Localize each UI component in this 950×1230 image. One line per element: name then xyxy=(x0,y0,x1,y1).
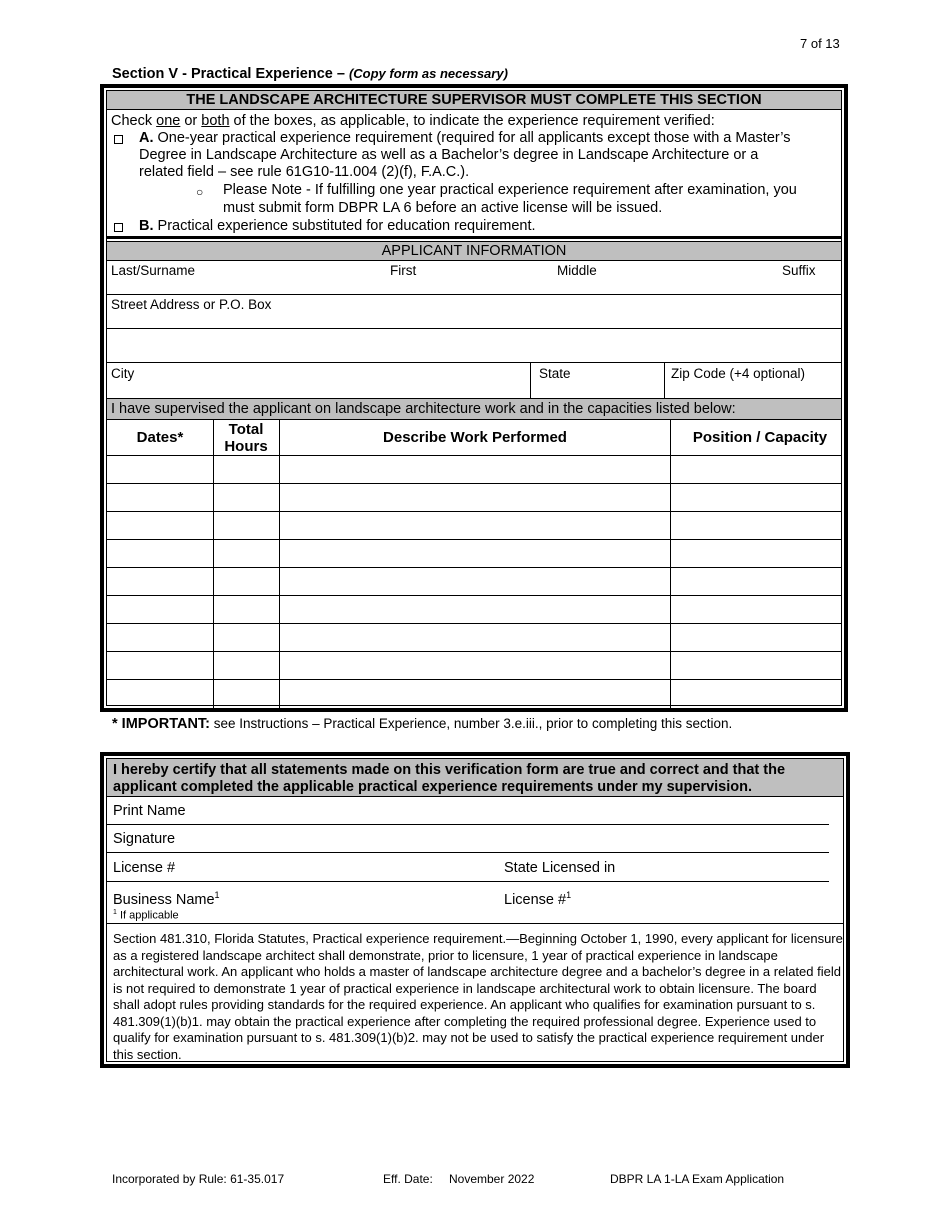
footnote-mark: 1 xyxy=(113,909,117,916)
col-line xyxy=(279,419,280,709)
option-a-text: One-year practical experience requirement (required for all applicants except those with a Master’s xyxy=(153,130,791,146)
certification-line1: I hereby certify that all statements made on this verification form are true and correct and that the xyxy=(113,762,786,778)
row-line xyxy=(107,362,841,363)
divider xyxy=(107,236,841,239)
note-line2: must submit form DBPR LA 6 before an active license will be issued. xyxy=(223,200,663,216)
col-hours-header-2: Hours xyxy=(224,438,268,455)
important-label: * IMPORTANT: xyxy=(112,716,211,732)
signature-label: Signature xyxy=(113,831,176,847)
check-post: of the boxes, as applicable, to indicate the experience requirement verified: xyxy=(229,113,715,129)
footer-rule: Incorporated by Rule: 61-35.017 xyxy=(112,1172,285,1186)
option-a-line2: Degree in Landscape Architecture as well as a Bachelor’s degree in Landscape Architecture or a xyxy=(139,147,759,163)
print-name-label: Print Name xyxy=(113,803,186,819)
license-number-label: License # xyxy=(113,860,176,876)
section-title-text: Section V - Practical Experience – xyxy=(112,66,349,82)
license-line[interactable] xyxy=(107,881,829,882)
first-name-label: First xyxy=(390,263,417,278)
check-one: one xyxy=(156,113,181,129)
option-a-label: A. xyxy=(139,130,154,146)
col-position-header: Position / Capacity xyxy=(692,429,828,446)
col-line xyxy=(530,362,531,398)
footnote-text: If applicable xyxy=(116,909,179,922)
applicant-info-header: APPLICANT INFORMATION xyxy=(107,241,841,261)
option-a-checkbox[interactable] xyxy=(114,135,123,144)
license2-text: License # xyxy=(504,891,567,908)
col-hours-header xyxy=(214,421,278,455)
section-subtitle: (Copy form as necessary) xyxy=(348,66,508,81)
form-inner xyxy=(106,90,842,706)
option-b-text: Practical experience substituted for education requirement. xyxy=(153,218,536,234)
col-line xyxy=(213,419,214,709)
certification-line2: applicant completed the applicable practical experience requirements under my supervision. xyxy=(113,779,753,795)
print-name-line[interactable] xyxy=(107,824,829,825)
street-address-label: Street Address or P.O. Box xyxy=(111,297,272,312)
table-row-line xyxy=(107,651,841,652)
business-name-text: Business Name xyxy=(113,891,215,908)
certification-box xyxy=(100,752,850,1068)
table-row-line xyxy=(107,595,841,596)
check-both: both xyxy=(201,113,230,129)
state-licensed-label: State Licensed in xyxy=(504,860,616,876)
table-row-line xyxy=(107,483,841,484)
note-bullet-icon: ○ xyxy=(196,185,204,199)
note-line1: Please Note - If fulfilling one year practical experience requirement after examination, you xyxy=(223,182,797,198)
check-pre: Check xyxy=(111,113,157,129)
divider xyxy=(107,923,843,924)
page-number: 7 of 13 xyxy=(800,36,840,51)
table-row-line xyxy=(107,511,841,512)
footer-eff-date: November 2022 xyxy=(449,1172,535,1186)
city-label: City xyxy=(111,366,135,381)
col-line xyxy=(664,362,665,398)
section-title xyxy=(112,66,508,82)
footnote xyxy=(113,907,179,922)
practical-experience-form xyxy=(100,84,848,712)
option-b-checkbox[interactable] xyxy=(114,223,123,232)
footer-eff-label: Eff. Date: xyxy=(383,1172,433,1186)
table-row-line xyxy=(107,567,841,568)
state-label: State xyxy=(539,366,571,381)
option-a-line3: related field – see rule 61G10-11.004 (2)(f), F.A.C.). xyxy=(139,164,470,180)
option-b-line xyxy=(139,218,536,235)
certification-inner xyxy=(106,758,844,1062)
important-text: see Instructions – Practical Experience, number 3.e.iii., prior to completing this section. xyxy=(210,716,733,731)
table-row-line xyxy=(107,455,841,456)
supervisor-header: THE LANDSCAPE ARCHITECTURE SUPERVISOR MUST COMPLETE THIS SECTION xyxy=(107,91,841,110)
option-b-label: B. xyxy=(139,218,154,234)
table-row-line xyxy=(107,539,841,540)
business-name-label xyxy=(113,887,220,909)
footer-form-name: DBPR LA 1-LA Exam Application xyxy=(610,1172,785,1186)
important-note xyxy=(112,716,732,732)
license2-label xyxy=(504,887,571,909)
middle-name-label: Middle xyxy=(557,263,597,278)
col-line xyxy=(670,419,671,709)
col-work-header: Describe Work Performed xyxy=(383,429,567,446)
signature-line[interactable] xyxy=(107,852,829,853)
row-line xyxy=(107,294,841,295)
table-row-line xyxy=(107,679,841,680)
col-dates-header: Dates* xyxy=(136,429,184,446)
check-instruction xyxy=(111,113,715,130)
check-or: or xyxy=(180,113,202,129)
certification-statement xyxy=(107,759,843,797)
suffix-label: Suffix xyxy=(782,263,816,278)
license2-footnote-mark: 1 xyxy=(566,890,572,900)
row-line xyxy=(107,328,841,329)
col-hours-header-1: Total xyxy=(228,421,264,438)
zip-code-label: Zip Code (+4 optional) xyxy=(671,366,805,381)
statute-text: Section 481.310, Florida Statutes, Practical experience requirement.—Beginning October 1, 1990, every applicant for licensure as a registered landscape architect shall demonstrate, prior to licensure, 1 year of practical experience in landscape architectural work. An applicant who holds a master of landscape architecture degree and a bachelor’s degree in a related field is not required to demonstrate 1 year of practical experience in landscape architectural work to obtain licensure. The board shall adopt rules providing standards for the required experience. An applicant who qualifies for examination pursuant to s. 481.309(1)(b)1. may obtain the practical experience after completing the required professional degree. Experience used to qualify for examination pursuant to s. 481.309(1)(b)2. may not be used to satisfy the practical experience requirement under this section. xyxy=(113,931,843,1062)
business-footnote-mark: 1 xyxy=(214,890,220,900)
option-a-line1 xyxy=(139,130,790,147)
table-row-line xyxy=(107,623,841,624)
last-name-label: Last/Surname xyxy=(111,263,196,278)
supervised-statement: I have supervised the applicant on landscape architecture work and in the capacities listed below: xyxy=(107,398,841,420)
